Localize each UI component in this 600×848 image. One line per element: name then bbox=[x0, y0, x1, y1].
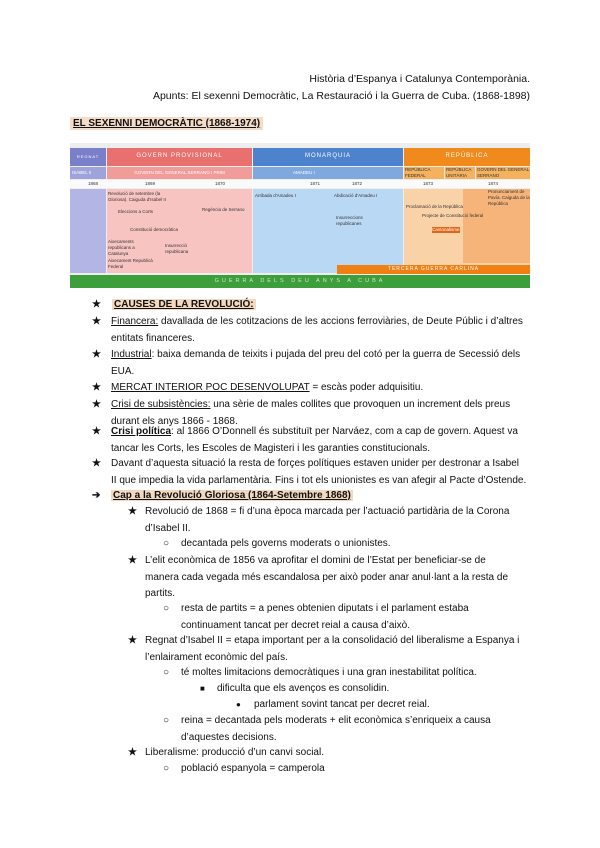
sub-rep-federal: REPÚBLICA FEDERAL bbox=[404, 167, 444, 179]
sub-serrano-prim: GOVERN DEL GENERAL SERRANO I PRIM bbox=[107, 167, 252, 179]
bar-guerra-cuba: GUERRA DELS DEU ANYS A CUBA bbox=[70, 275, 530, 288]
note-projecte: Projecte de Constitució federal bbox=[422, 213, 484, 218]
note-arribada: Arribada d'Amadeu I bbox=[255, 193, 296, 198]
timeline-chart bbox=[70, 143, 530, 288]
year-1868: 1868 bbox=[88, 181, 99, 186]
year-1870: 1870 bbox=[215, 181, 226, 186]
year-1874: 1874 bbox=[488, 181, 499, 186]
bar-tercera-guerra: TERCERA GUERRA CARLINA bbox=[337, 265, 530, 274]
year-1871: 1871 bbox=[310, 181, 321, 186]
note-revolucio: Revolució de setembre (la Gloriosa). Caiguda d'Isabel II bbox=[108, 191, 166, 202]
note-cantonalisme: Cantonalisme bbox=[432, 227, 460, 232]
sub-rep-unitaria: REPÚBLICA UNITÀRIA bbox=[445, 167, 475, 179]
year-1869: 1869 bbox=[145, 181, 156, 186]
period-republica: REPÚBLICA bbox=[404, 148, 530, 166]
header-line-1: Història d’Espanya i Catalunya Contemporània. bbox=[309, 73, 530, 85]
sub-serrano: GOVERN DEL GENERAL SERRANO bbox=[477, 167, 529, 178]
period-govern-provisional: GOVERN PROVISIONAL bbox=[107, 148, 252, 166]
note-regencia: Regència de Serrano bbox=[202, 207, 245, 212]
note-insurreccio: Insurrecció republicana bbox=[165, 243, 189, 254]
note-constitucio: Constitució democràtica bbox=[130, 227, 179, 232]
note-aixecaments: Aixecaments republicans a Catalunya bbox=[108, 239, 135, 256]
year-1872: 1872 bbox=[352, 181, 363, 186]
note-pavia: Pronunciament de Pavía. Caiguda de la República bbox=[488, 189, 530, 206]
year-1873: 1873 bbox=[423, 181, 434, 186]
note-eleccions: Eleccions a Corts bbox=[118, 209, 154, 214]
sub-amadeu: AMADEU I bbox=[253, 167, 403, 179]
note-abdicacio: Abdicació d'Amadeu I bbox=[334, 193, 378, 198]
period-monarquia: MONARQUIA bbox=[253, 148, 403, 166]
note-aixecament-federal: Aixecament Republicà Federal bbox=[108, 258, 153, 269]
period-regnat: REGNAT bbox=[70, 148, 106, 166]
section-title: EL SEXENNI DEMOCRÀTIC (1868-1974) bbox=[70, 117, 263, 130]
note-proclamacio: Proclamació de la República bbox=[406, 204, 464, 209]
note-insurreccions: Insurreccions republicanes bbox=[336, 215, 363, 226]
sub-isabel: ISABEL II bbox=[70, 167, 106, 179]
header-line-2: Apunts: El sexenni Democràtic, La Restauració i la Guerra de Cuba. (1868-1898) bbox=[152, 90, 530, 102]
